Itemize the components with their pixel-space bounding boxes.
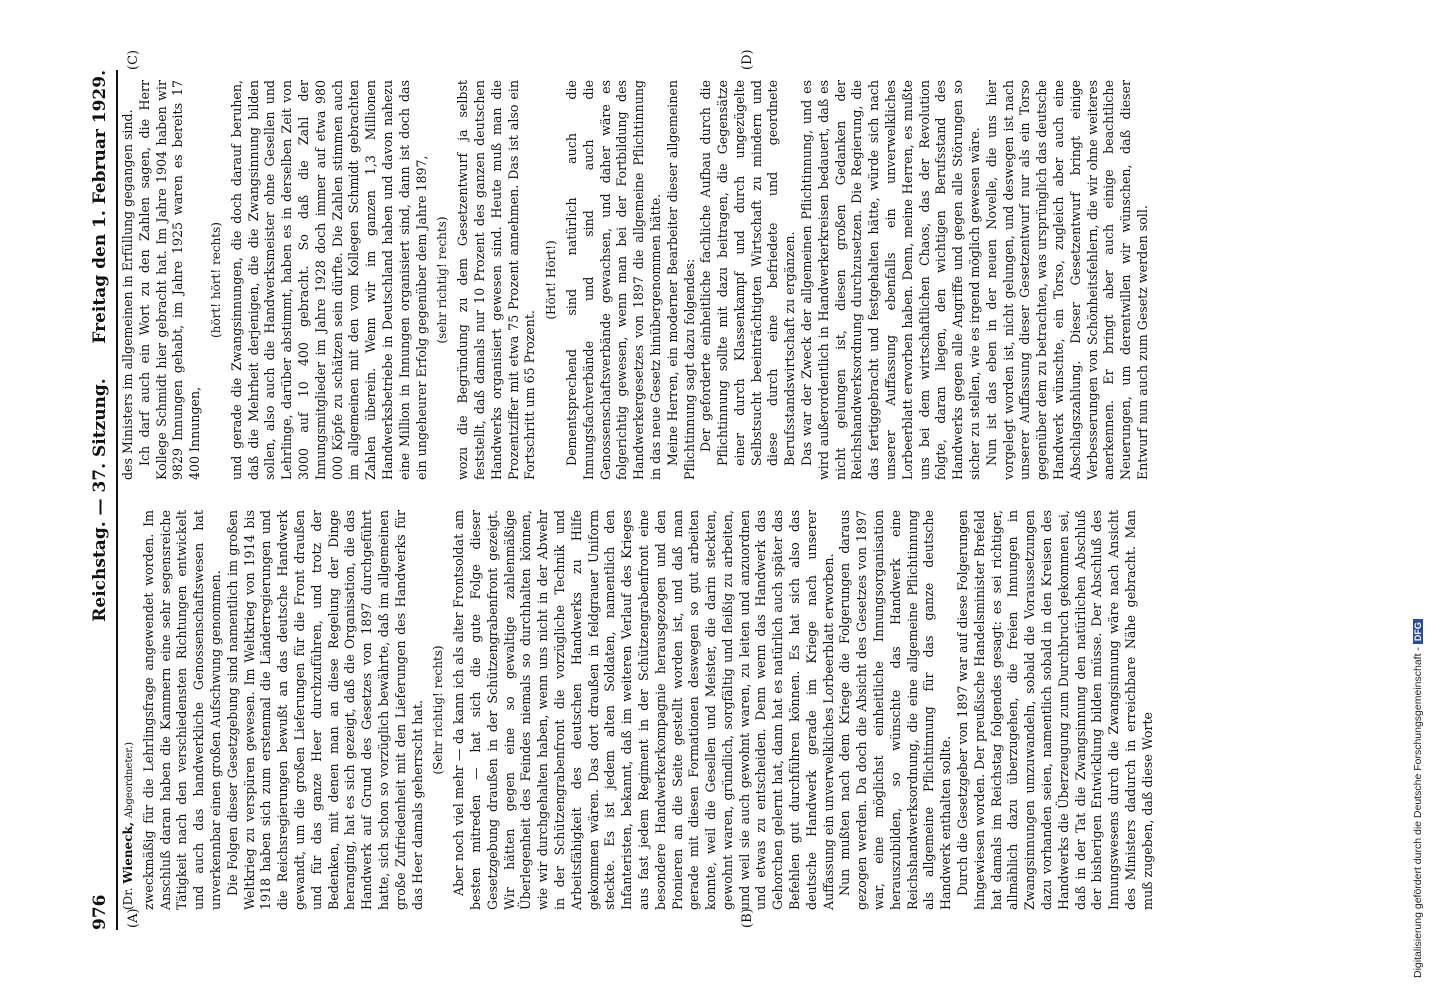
paragraph: Die Folgen dieser Gesetzgebung sind namentlich im großen Weltkrieg zu verspüren gewesen. Im Weltkrieg von 1914 bis 1918 haben sich zum erstenmal die Länderregierungen und die Reichsregierungen bewußt an das deutsche Handwerk gewandt, um die großen Lieferungen für die Front draußen und für das ganze Heer durchzuführen, und trotz der Bedenken, mit denen man an diese Regelung der Dinge heranging, hat es sich gezeigt, daß die Organisation, die das Handwerk auf Grund des Gesetzes von 1897 durchgeführt hatte, sich schon so vorzüglich bewährte, daß im allgemeinen große Zufriedenheit mit den Lieferungen des Handwerks für das Heer damals geherrscht hat.	[224, 510, 425, 910]
margin-marker-b: (B)	[740, 908, 755, 928]
quotation: Der geforderte einheitliche fachliche Aufbau durch die Pflichtinnung sollte mit dazu beitragen, die Gegensätze einer durch Klassenkampf und durch ungezügelte Selbstsucht beeinträchtigten Wirtschaft zu mindern und diese durch eine befriedete und geordnete Berufsstandswirtschaft zu ergänzen.	[698, 80, 798, 466]
paragraph: Meine Herren, ein moderner Bearbeiter dieser allgemeinen Pflichtinnung sagt dazu folgendes:	[664, 80, 697, 480]
margin-marker-a: (A)	[126, 908, 141, 928]
header-rule	[116, 70, 118, 930]
footer-credit: Digitalisierung gefördert durch die Deutsche Forschungsgemeinschaft -	[1412, 647, 1424, 978]
interjection: (sehr richtig! rechts)	[435, 216, 450, 344]
paragraph: zweckmäßig für die Lehrlingsfrage angewendet worden. Im Anschluß daran haben die Kammern eine sehr segensreiche Tätigkeit nach den verschiedensten Richtungen entwickelt und auch das handwerkliche Genossenschaftswesen hat unverkennbar einen großen Aufschwung genommen.	[140, 510, 223, 910]
right-column	[120, 80, 1334, 480]
interjection: (Sehr richtig! rechts)	[431, 645, 446, 775]
interjection: (hört! hört! rechts)	[208, 222, 223, 338]
paragraph: Nun mußten nach dem Kriege die Folgerungen daraus gezogen werden. Da doch die Absicht des Gesetzes von 1897 war, eine möglichst einheitliche Innungsorganisation herauszubilden, so wünschte das Handwerk eine Reichshandwerksordnung, die eine allgemeine Pflichtinnung als allgemeine Pflichtinnung für das ganze deutsche Handwerk enthalten sollte.	[837, 510, 954, 910]
speaker-name: Wieneck,	[121, 822, 135, 884]
footer-strip	[1412, 18, 1430, 978]
paragraph: Dementsprechend sind natürlich auch die Innungsfachverbände und sind auch die Genossenschaftsverbände gewachsen, und daher wäre es folgerichtig gewesen, wenn man bei der Fortbildung des Handwerkergesetzes von 1897 die allgemeine Pflichtinnung in das neue Gesetz hinübergenommen hätte.	[563, 80, 663, 480]
paragraph: Das war der Zweck der allgemeinen Pflichtinnung, und es wird außerordentlich in Handwerkerkreisen bedauert, daß es nicht gelungen ist, diesen großen Gedanken der Reichshandwerksordnung durchzusetzen. Die Regierung, die das fertiggebracht und festgehalten hätte, würde sich nach unserer Auffassung ebenfalls ein unverwelkliches Lorbeerblatt erworben haben. Denn, meine Herren, es mußte uns bei dem wirtschaftlichen Chaos, das der Revolution folgte, daran liegen, den wichtigen Berufsstand des Handwerks gegen alle Angriffe und gegen alle Störungen so sicher zu stellen, wie es irgend möglich gewesen wäre.	[799, 80, 983, 480]
interjection: (Hört! Hört!)	[544, 240, 559, 320]
speaker-line	[120, 510, 139, 910]
paragraph: Aber noch viel mehr — da kann ich als alter Frontsoldat am besten mitreden — hat sich die gute Folge dieser Gesetzgebung draußen in der Schützengrabenfront gezeigt. Wir hätten gegen eine so gewaltige zahlenmäßige Überlegenheit des Feindes niemals so durchhalten können, wie wir durchgehalten haben, wenn uns nicht in der Abwehr in der Schützengrabenfront die vorzügliche Technik und Arbeitsfähigkeit des deutschen Handwerks zu Hilfe gekommen wären. Das dort draußen in feldgrauer Uniform steckte. Es ist jedem alten Soldaten, namentlich den Infanteristen, bekannt, daß im weiteren Verlauf des Krieges aus fast jedem Regiment in der Schützengrabenfront eine besondere Handwerkerkompagnie herausgezogen und den Pionieren an die Seite gestellt worden ist, und daß man gerade mit diesen Formationen deswegen so gut arbeiten konnte, weil die Gesellen und Meister, die darin steckten, gewohnt waren, gründlich, sorgfältig und fleißig zu arbeiten, und weil sie auch gewohnt waren, zu leiten und anzuordnen und etwas zu entscheiden. Denn wenn das Handwerk das Gehorchen gelernt hat, dann hat es natürlich auch später das Befehlen gut durchführen können. Es hat sich also das deutsche Handwerk gerade im Kriege nach unserer Auffassung ein unverwelkliches Lorbeerblatt erworben.	[451, 510, 836, 910]
margin-marker-d: (D)	[740, 49, 755, 70]
speaker-prefix: (Dr.	[121, 887, 135, 910]
paragraph: Ich darf auch ein Wort zu den Zahlen sagen, die Herr Kollege Schmidt hier gebracht hat. Im Jahre 1904 haben wir 9829 Innungen gehabt, im Jahre 1925 waren es bereits 17 400 Innungen,	[136, 80, 203, 480]
speaker-role: Abgeordneter.)	[124, 741, 135, 819]
paragraph: Nun ist das eben in der neuen Novelle, die uns hier vorgelegt worden ist, nicht gelungen, und deswegen ist nach unserer Auffassung dieser Gesetzentwurf nur als ein Torso gegenüber dem zu betrachten, was ursprünglich das deutsche Handwerk wünschte, ein Torso, zugleich aber auch eine Abschlagszahlung. Dieser Gesetzentwurf bringt einige Verbesserungen von Schönheitsfehlern, die wir ohne weiteres anerkennen. Er bringt aber auch einige beachtliche Neuerungen, um derentwillen wir wünschen, daß dieser Entwurf nun auch zum Gesetz werden soll.	[983, 80, 1151, 480]
session-date: Freitag den 1. Februar 1929.	[90, 70, 110, 344]
left-column	[120, 510, 1334, 910]
dfg-badge: DFG	[1413, 619, 1423, 644]
paragraph: und gerade die Zwangsinnungen, die doch darauf beruhen, daß die Mehrheit derjenigen, die die Zwangsinnung bilden sollen, also auch die Handwerksmeister ohne Gesellen und Lehrlinge, darüber abstimmt, haben es in derselben Zeit von 3000 auf 10 400 gebracht. So daß die Zahl der Innungsmitglieder im Jahre 1928 doch immer auf etwa 980 000 Köpfe zu schätzen sein dürfte. Die Zahlen stimmen auch im allgemeinen mit den vom Kollegen Schmidt gebrachten Zahlen überein. Wenn wir im ganzen 1,3 Millionen Handwerksbetriebe in Deutschland haben und davon nahezu eine Million in Innungen organisiert sind, dann ist doch das ein ungeheurer Erfolg gegenüber dem Jahre 1897,	[228, 80, 429, 480]
page-number: 976	[90, 894, 110, 930]
session-title: Reichstag. — 37. Sitzung.	[90, 378, 110, 622]
footer-text	[1412, 18, 1424, 978]
page-header	[88, 70, 112, 930]
paragraph: des Ministers im allgemeinen in Erfüllung gegangen sind.	[120, 109, 135, 480]
paragraph: Durch die Gesetzgeber von 1897 war auf diese Folgerungen hingewiesen worden. Der preußische Handelsminister Brefeld hat damals im Reichstag folgendes gesagt: es sei richtiger, allmählich dazu überzugehen, die freien Innungen in Zwangsinnungen umzuwandeln, sobald die Voraussetzungen dazu vorhanden seien, namentlich sobald in den Kreisen des Handwerks die Überzeugung zum Durchbruch gekommen sei, daß in der Tat die Zwangsinnung den natürlichen Abschluß der bisherigen Entwicklung bilden müsse. Der Abschluß des Innungswesens durch die Zwangsinnung wäre nach Ansicht des Ministers dadurch in erreichbare Nähe gebracht. Man muß zugeben, daß diese Worte	[955, 510, 1155, 910]
margin-marker-c: (C)	[126, 49, 141, 70]
paragraph: wozu die Begründung zu dem Gesetzentwurf ja selbst feststellt, daß damals nur 10 Prozent des ganzen deutschen Handwerks organisiert gewesen sind. Heute muß man die Prozentziffer mit etwa 75 Prozent annehmen. Das ist also ein Fortschritt um 65 Prozent.	[455, 80, 538, 480]
